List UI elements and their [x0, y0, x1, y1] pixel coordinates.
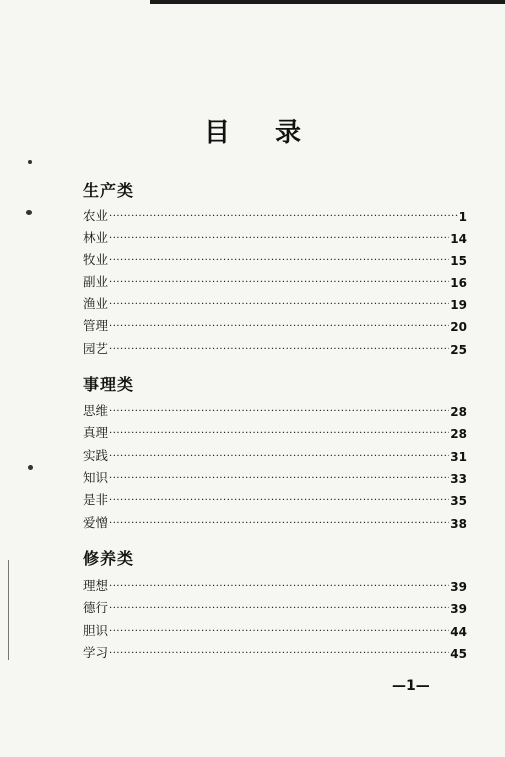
toc-entry [83, 446, 467, 464]
toc-entry [83, 643, 467, 661]
toc-entry [83, 513, 467, 531]
entry-page: 25 [450, 343, 467, 357]
entry-page: 31 [450, 450, 467, 464]
toc-entry [83, 401, 467, 419]
entry-page: 16 [450, 276, 467, 290]
entry-label: 理想 [83, 578, 109, 593]
section-heading-reasoning: 事理类 [83, 375, 135, 394]
entry-page: 35 [450, 494, 467, 508]
leader-dots [109, 211, 458, 222]
scan-speck [26, 210, 32, 215]
entry-label: 胆识 [83, 623, 109, 638]
leader-dots [109, 648, 449, 659]
leader-dots [109, 603, 449, 614]
entry-label: 牧业 [83, 252, 109, 267]
section-heading-production: 生产类 [83, 181, 135, 200]
entry-label: 渔业 [83, 296, 109, 311]
entry-page: 20 [450, 320, 467, 334]
entry-label: 实践 [83, 448, 109, 463]
entry-page: 19 [450, 298, 467, 312]
entry-page: 39 [450, 580, 467, 594]
toc-entry [83, 272, 467, 290]
leader-dots [109, 428, 449, 439]
toc-entry [83, 206, 467, 224]
scan-speck [28, 465, 33, 470]
entry-label: 管理 [83, 318, 109, 333]
section-heading-cultivation: 修养类 [83, 549, 135, 568]
entry-page: 33 [450, 472, 467, 486]
entry-label: 林业 [83, 230, 109, 245]
entry-page: 28 [450, 405, 467, 419]
leader-dots [109, 299, 449, 310]
entry-page: 38 [450, 517, 467, 531]
entry-page: 14 [450, 232, 467, 246]
entry-label: 知识 [83, 470, 109, 485]
page-number: —1— [392, 678, 430, 694]
entry-label: 农业 [83, 208, 109, 223]
toc-entry [83, 598, 467, 616]
leader-dots [109, 255, 449, 266]
toc-entry [83, 576, 467, 594]
entry-page: 15 [450, 254, 467, 268]
toc-entry [83, 294, 467, 312]
entry-label: 是非 [83, 492, 109, 507]
toc-entry [83, 250, 467, 268]
leader-dots [109, 277, 449, 288]
entry-page: 44 [450, 625, 467, 639]
toc-entry [83, 468, 467, 486]
leader-dots [109, 233, 449, 244]
entry-label: 思维 [83, 403, 109, 418]
leader-dots [109, 451, 449, 462]
entry-label: 学习 [83, 645, 109, 660]
top-border-line [150, 0, 505, 4]
leader-dots [109, 626, 449, 637]
entry-label: 副业 [83, 274, 109, 289]
page-title: 目 录 [203, 118, 320, 148]
leader-dots [109, 473, 449, 484]
leader-dots [109, 495, 449, 506]
entry-label: 园艺 [83, 341, 109, 356]
entry-label: 爱憎 [83, 515, 109, 530]
entry-label: 德行 [83, 600, 109, 615]
page-edge-line [8, 560, 9, 660]
toc-entry [83, 423, 467, 441]
entry-page: 45 [450, 647, 467, 661]
scan-speck [28, 160, 32, 164]
entry-label: 真理 [83, 425, 109, 440]
toc-entry [83, 339, 467, 357]
toc-entry [83, 228, 467, 246]
leader-dots [109, 406, 449, 417]
leader-dots [109, 518, 449, 529]
toc-entry [83, 316, 467, 334]
entry-page: 39 [450, 602, 467, 616]
leader-dots [109, 581, 449, 592]
entry-page: 28 [450, 427, 467, 441]
leader-dots [109, 321, 449, 332]
toc-entry [83, 621, 467, 639]
leader-dots [109, 344, 449, 355]
entry-page: 1 [458, 210, 467, 224]
toc-entry [83, 490, 467, 508]
